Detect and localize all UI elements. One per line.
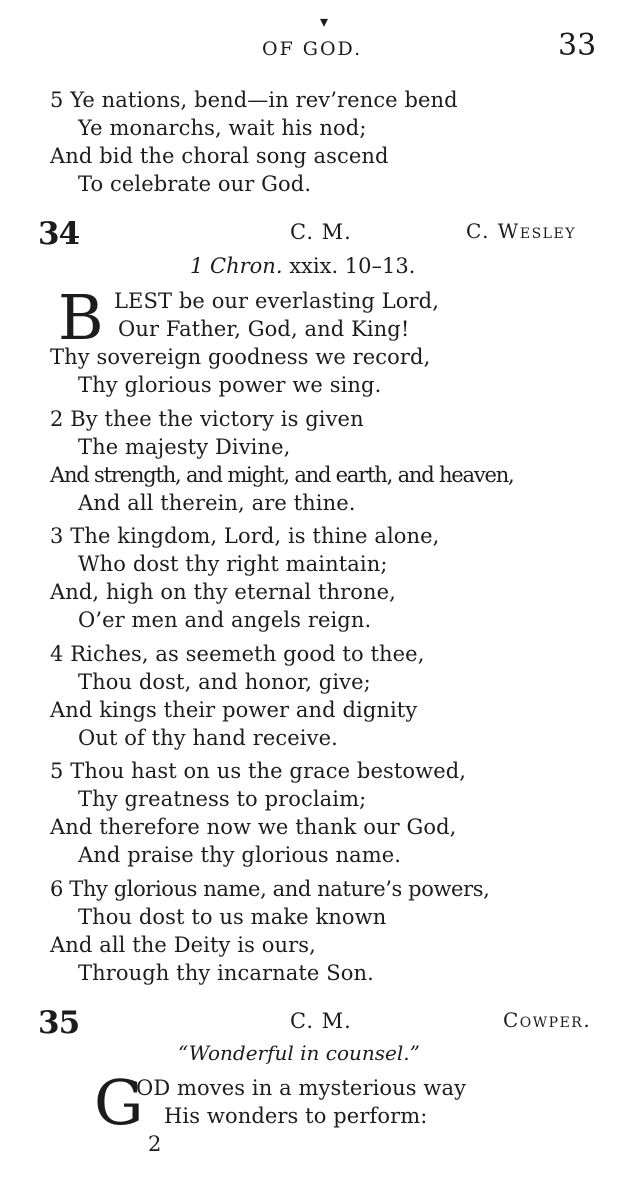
hymn34-dropcap: B [58, 281, 104, 354]
hymn35-line2: His wonders to perform: [164, 1104, 428, 1128]
running-header-title: OF GOD. [262, 38, 363, 60]
hymn34-number: 34 [38, 216, 80, 252]
hymn33-verse5-line2: Ye monarchs, wait his nod; [78, 116, 367, 140]
hymn35-line1: OD moves in a mysterious way [136, 1076, 467, 1100]
hymn34-verse3-line4: O’er men and angels reign. [78, 608, 372, 632]
scripture-book: 1 Chron. [190, 254, 283, 278]
hymn34-verse3-line1: 3 The kingdom, Lord, is thine alone, [50, 524, 440, 548]
hymn35-epigraph: “Wonderful in counsel.” [178, 1041, 420, 1065]
hymn34-line3: Thy sovereign goodness we record, [50, 345, 431, 369]
hymn34-verse3-line2: Who dost thy right maintain; [78, 552, 388, 576]
hymn35-dropcap: G [94, 1066, 144, 1139]
hymn34-line4: Thy glorious power we sing. [78, 373, 382, 397]
scripture-ref: xxix. 10–13. [289, 254, 416, 278]
page-number: 33 [558, 28, 597, 63]
hymn34-verse5-line4: And praise thy glorious name. [78, 843, 402, 867]
hymn33-verse5-line3: And bid the choral song ascend [50, 144, 389, 168]
hymn34-line1: LEST be our everlasting Lord, [114, 289, 439, 313]
hymn34-verse5-line1: 5 Thou hast on us the grace bestowed, [50, 759, 467, 783]
hymn34-verse6-line3: And all the Deity is ours, [50, 933, 316, 957]
hymn34-verse2-line3: And strength, and might, and earth, and heaven, [50, 463, 514, 487]
hymn34-verse2-line4: And all therein, are thine. [78, 491, 356, 515]
hymn34-verse4-line3: And kings their power and dignity [50, 698, 418, 722]
hymn34-scripture [190, 254, 415, 278]
hymn35-number: 35 [38, 1005, 80, 1041]
hymn34-verse5-line3: And therefore now we thank our God, [50, 815, 457, 839]
hymn34-verse6-line4: Through thy incarnate Son. [78, 961, 374, 985]
hymn33-verse5-line4: To celebrate our God. [78, 172, 312, 196]
hymn34-verse4-line1: 4 Riches, as seemeth good to thee, [50, 642, 425, 666]
hymn34-verse6-line2: Thou dost to us make known [78, 905, 387, 929]
hymn34-author: C. Wesley [466, 219, 576, 243]
hymn34-verse3-line3: And, high on thy eternal throne, [50, 580, 396, 604]
hymn34-verse2-line2: The majesty Divine, [78, 435, 291, 459]
hymn34-meter: C. M. [290, 220, 352, 244]
hymn34-line2: Our Father, God, and King! [118, 317, 410, 341]
hymn35-meter: C. M. [290, 1009, 352, 1033]
printer-mark: ▾ [320, 12, 329, 31]
hymn33-verse5-line1: 5 Ye nations, bend—in rev’rence bend [50, 88, 458, 112]
hymn34-verse2-line1: 2 By thee the victory is given [50, 407, 364, 431]
hymn34-verse5-line2: Thy greatness to proclaim; [78, 787, 367, 811]
signature-mark: 2 [148, 1132, 162, 1156]
hymn34-verse6-line1: 6 Thy glorious name, and nature’s powers, [50, 877, 490, 901]
hymn34-verse4-line4: Out of thy hand receive. [78, 726, 338, 750]
hymn34-verse4-line2: Thou dost, and honor, give; [78, 670, 371, 694]
hymn35-author: Cowper. [503, 1008, 592, 1032]
